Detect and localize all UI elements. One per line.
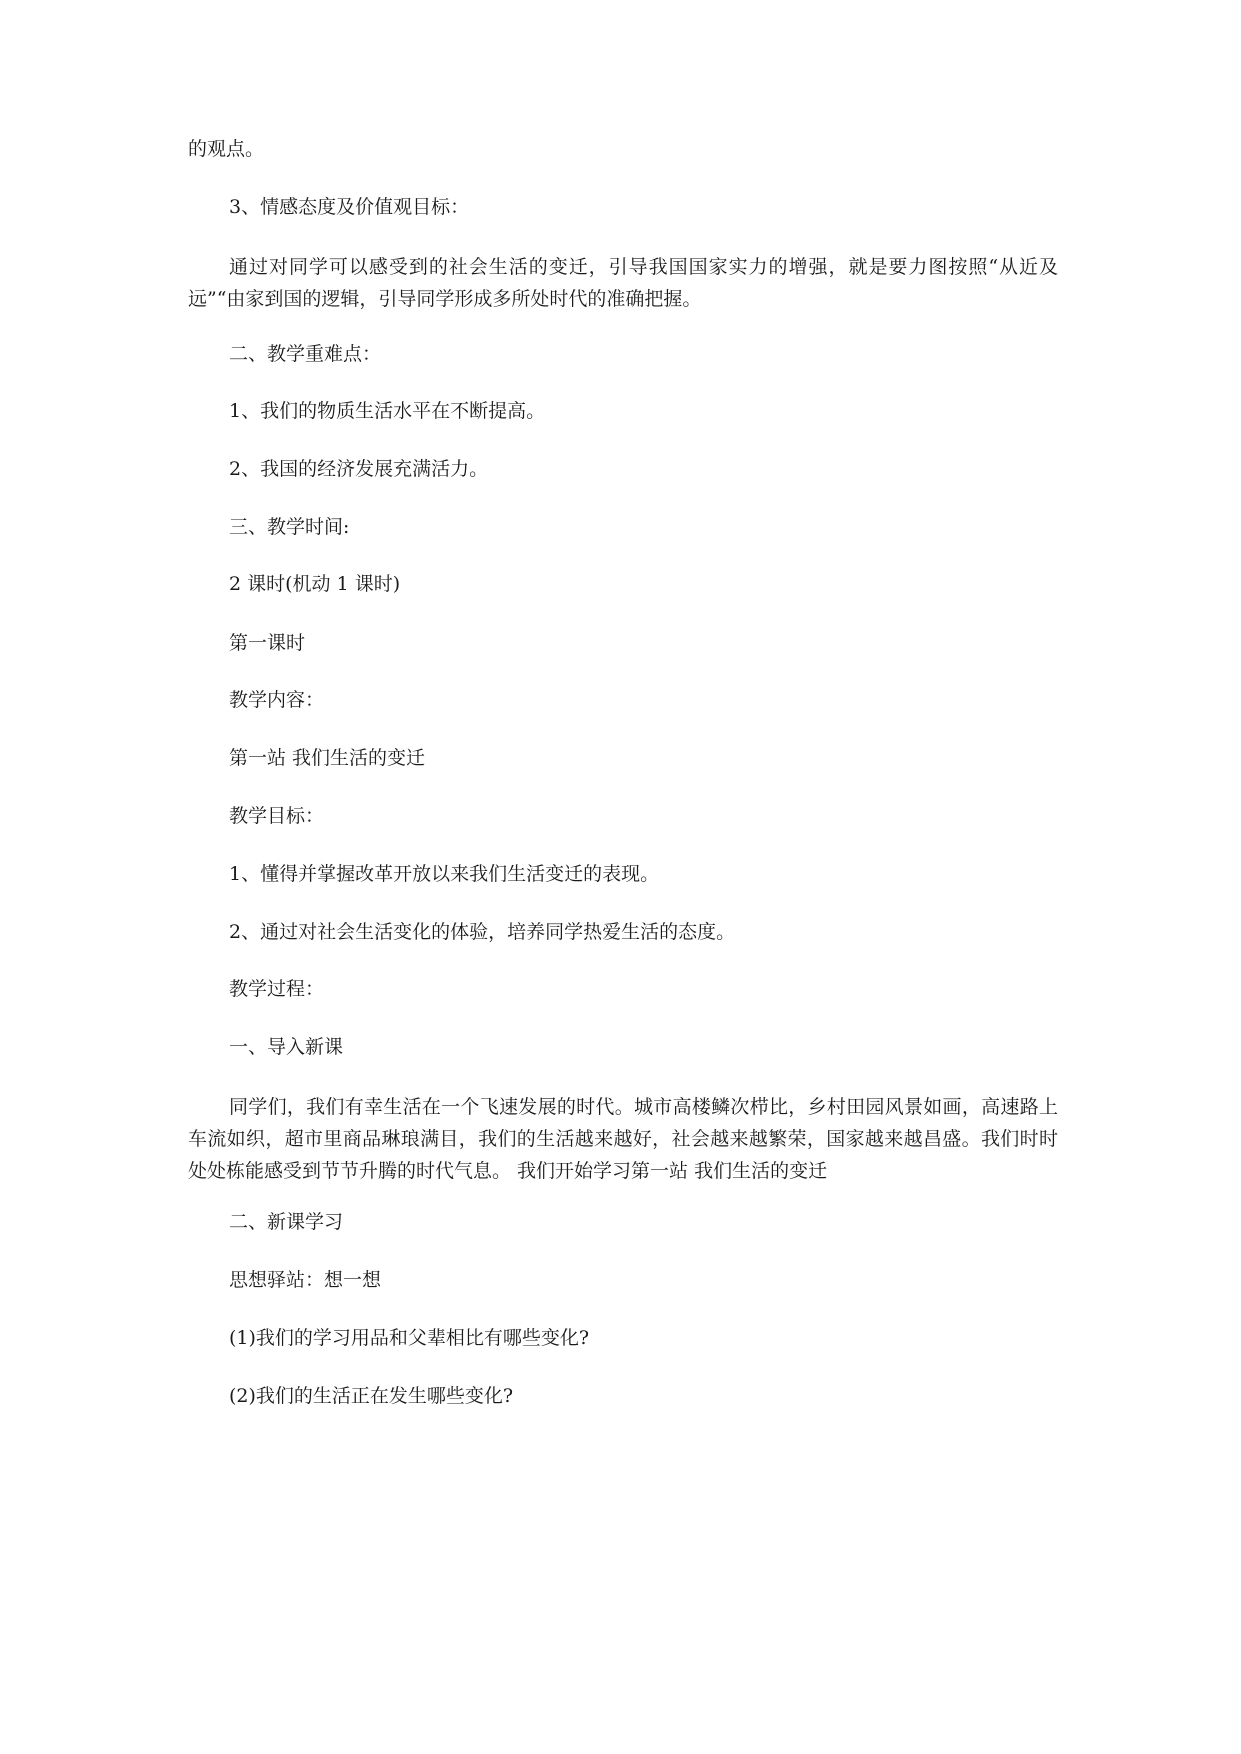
text-line: 2 课时(机动 1 课时) (229, 573, 401, 595)
list-item: (1)我们的学习用品和父辈相比有哪些变化? (229, 1327, 590, 1349)
text-line: 教学内容： (229, 689, 325, 711)
section-heading: 二、教学重难点： (229, 343, 382, 365)
paragraph: 通过对同学可以感受到的社会生活的变迁，引导我国国家实力的增强，就是要力图按照“从近及远”“由家到国的逻辑，引导同学形成多所处时代的准确把握。 (188, 256, 1058, 310)
text-line: 思想驿站：想一想 (229, 1269, 382, 1291)
paragraph: 同学们，我们有幸生活在一个飞速发展的时代。城市高楼鳞次栉比，乡村田园风景如画，高速路上车流如织，超市里商品琳琅满目，我们的生活越来越好，社会越来越繁荣，国家越来越昌盛。我们时时处处栋能感受到节节升腾的时代气息。 我们开始学习第一站 我们生活的变迁 (188, 1096, 1058, 1182)
section-heading: 二、新课学习 (229, 1211, 344, 1233)
text-line: 的观点。 (188, 138, 265, 160)
list-item: 1、我们的物质生活水平在不断提高。 (229, 400, 546, 422)
list-item: (2)我们的生活正在发生哪些变化? (229, 1385, 514, 1407)
text-line: 教学目标： (229, 805, 325, 827)
list-item: 1、懂得并掌握改革开放以来我们生活变迁的表现。 (229, 863, 660, 885)
document-page (188, 0, 1058, 1754)
section-heading: 一、导入新课 (229, 1036, 344, 1058)
section-heading: 3、情感态度及价值观目标： (229, 196, 470, 218)
section-heading: 三、教学时间: (229, 516, 350, 538)
text-line: 第一站 我们生活的变迁 (229, 747, 426, 769)
list-item: 2、我国的经济发展充满活力。 (229, 458, 489, 480)
text-line: 教学过程： (229, 978, 325, 1000)
text-line: 第一课时 (229, 632, 306, 654)
list-item: 2、通过对社会生活变化的体验，培养同学热爱生活的态度。 (229, 921, 736, 943)
